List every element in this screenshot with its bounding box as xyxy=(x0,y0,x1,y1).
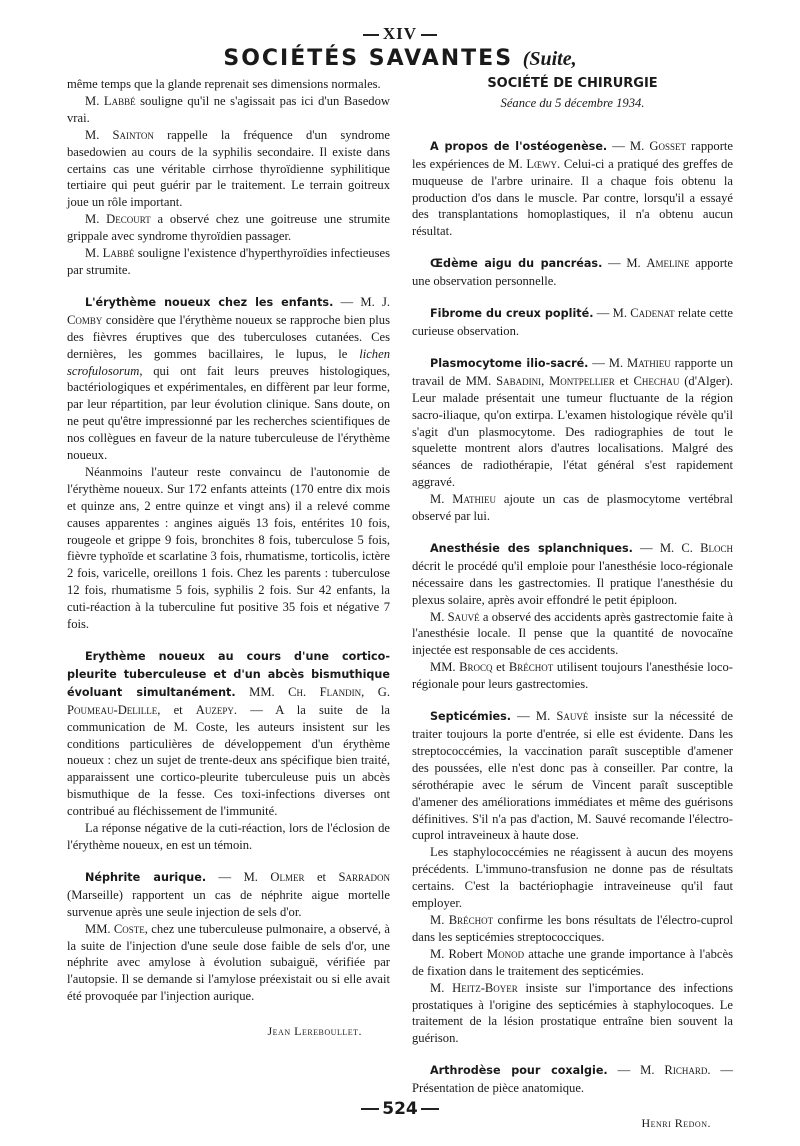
section-erytheme-cortico-pleurite: Erythème noueux au cours d'une cortico-pleurite tuberculeuse et d'un abcès bismuthique évoluant simultanément. MM. Ch. Flandin, G. Poumeau-Delille, et Auzepy. — A la suite de la communication de M. Coste, les auteurs insistent sur les conditions particulières de développement d'un érythème noueux : chez un sujet de trente-deux ans spécifique bien traité, apparaissent une cortico-pleurite tuberculeuse puis un abcès bismuthique de la fesse. Ces toxi-infections diverses ont contribué au fléchissement de l'immunité. xyxy=(67,650,390,819)
section-heading: Œdème aigu du pancréas. xyxy=(430,257,603,271)
signature-right: Henri Redon. xyxy=(641,1116,711,1131)
folio-dash-left xyxy=(363,34,379,36)
section-heading: Anesthésie des splanchniques. xyxy=(430,541,633,555)
paragraph: M. Mathieu ajoute un cas de plasmocytome vertébral observé par lui. xyxy=(412,492,733,524)
left-column xyxy=(67,76,390,1040)
paragraph: M. Decourt a observé chez une goitreuse une strumite grippale avec syndrome thyroïdien passager. xyxy=(67,212,390,244)
section-osteogenese: A propos de l'ostéogenèse. — M. Gosset rapporte les expériences de M. Lœwy. Celui-ci a pratiqué des greffes de muqueuse de l'arbre urinaire. Il a chaque fois obtenu la production d'os dans le muscle. Par contre, lorsqu'il a essayé des transplantations homoplastiques, il n'a obtenu aucun résultat. xyxy=(412,138,734,239)
author-name: Sarradon xyxy=(338,869,391,884)
author-name: Sabadini xyxy=(496,373,542,388)
author-name: Comby xyxy=(67,312,103,327)
paragraph: M. Heitz-Boyer insiste sur l'importance des infections prostatiques à l'origine des septicémies à staphylocoques. Le traitement de la lésion prostatique entraîne bien souvent la guérison. xyxy=(412,980,734,1046)
author-name: Bréchot xyxy=(508,660,554,675)
paragraph: M. Labbé souligne l'existence d'hyperthyroïdies infectieuses par strumite. xyxy=(67,246,390,277)
section-heading: A propos de l'ostéogenèse. xyxy=(430,139,608,153)
signature-left: Jean Lereboullet. xyxy=(267,1024,362,1039)
page-number-dash-left xyxy=(361,1108,379,1110)
paragraph: MM. Coste, chez une tuberculeuse pulmonaire, a observé, à la suite de l'injection d'une seule dose faible de sels d'or, une néphrite avec amylose à évolution subaiguë, vérifiée par l'autopsie. Il se demande si l'amylose préexistait ou si elle avait été provoquée par l'injection aurique. xyxy=(67,921,390,1004)
section-heading: Plasmocytome ilio-sacré. xyxy=(430,356,589,370)
header-folio xyxy=(0,24,800,44)
section-heading: L'érythème noueux chez les enfants. xyxy=(85,295,334,309)
paragraph: M. Labbé souligne qu'il ne s'agissait pas ici d'un Basedow vrai. xyxy=(67,93,390,125)
section-heading: Septicémies. xyxy=(430,710,512,724)
section-fibrome-poplite: Fibrome du creux poplité. — M. Cadenat relate cette curieuse observation. xyxy=(412,306,733,338)
page-title xyxy=(0,46,800,71)
paragraph: M. Sauvé a observé des accidents après gastrectomie faite à l'anesthésie locale. Il pense que la quantité de novocaïne injectée est responsable de ces accidents. xyxy=(412,609,733,658)
author-name: Sauvé xyxy=(556,709,589,724)
author-name: Ch. Flandin xyxy=(288,684,362,699)
paragraph: M. Bréchot confirme les bons résultats de l'électro-cuprol dans les septicémies streptococciques. xyxy=(412,912,733,944)
author-name: Bréchot xyxy=(448,912,494,927)
section-plasmocytome: Plasmocytome ilio-sacré. — M. Mathieu rapporte un travail de MM. Sabadini, Montpellier et Chechau (d'Alger). Leur malade présentait une tumeur fluctuante de la région sacro-iliaque, qu'on extirpa. L'examen histologique révèle qu'il s'agit d'un plasmocytome. Des radiographies de tout le squelette montrent alors d'autres localisations. Malgré des séances de radiothérapie, l'état général s'est rapidement aggravé. xyxy=(412,355,734,490)
paragraph: Les staphylococcémies ne réagissent à aucun des moyens précédents. L'immuno-transfusion ne donne pas de résultats certains. C'est la bactériophagie intraveineuse qu'il faut employer. xyxy=(412,845,733,911)
author-name: Monod xyxy=(486,946,525,961)
author-name: Decourt xyxy=(106,212,151,227)
folio-dash-right xyxy=(421,34,437,36)
author-name: Cadenat xyxy=(630,306,675,321)
author-name: Labbé xyxy=(102,246,135,261)
section-septicemies: Septicémies. — M. Sauvé insiste sur la nécessité de traiter toujours la porte d'entrée, si elle est évidente. Dans les streptococcémies, la vaccination paraît susceptible d'amener des poussées, elle n'est donc pas à conseiller. Par contre, la sérothérapie avec le sérum de Vincent paraît susceptible d'amener des améliorations immédiates et même des guérisons définitives. S'il n'a pas d'action, M. Sauvé recomande l'électro-cuprol intraveineux à haute dose. xyxy=(412,709,733,843)
paragraph: MM. Brocq et Bréchot utilisent toujours l'anesthésie loco-régionale pour leurs gastrectomies. xyxy=(412,660,733,692)
section-oedeme-pancreas: Œdème aigu du pancréas. — M. Ameline apporte une observation personnelle. xyxy=(412,256,733,289)
section-heading: Néphrite aurique. xyxy=(85,870,207,884)
section-arthrodese: Arthrodèse pour coxalgie. — M. Richard. — Présentation de pièce anatomique. xyxy=(412,1063,734,1096)
author-name: Olmer xyxy=(270,869,305,884)
author-name: Sainton xyxy=(112,127,154,142)
author-name: Heitz-Boyer xyxy=(452,980,518,995)
author-name: Coste xyxy=(113,921,145,936)
page-number-dash-right xyxy=(421,1108,439,1110)
author-name: Labbé xyxy=(103,93,136,108)
section-nephrite-aurique: Néphrite aurique. — M. Olmer et Sarradon (Marseille) rapportent un cas de néphrite aigue mortelle survenue après une seule injection de sels d'or. xyxy=(67,869,391,919)
session-date: Séance du 5 décembre 1934. xyxy=(500,95,645,110)
author-name: Mathieu xyxy=(452,492,496,507)
author-name: Bloch xyxy=(700,540,733,555)
author-name: Brocq xyxy=(459,660,493,675)
section-heading: Fibrome du creux poplité. xyxy=(430,307,594,321)
page-title-suite: (Suite, xyxy=(522,48,577,70)
paragraph: M. Robert Monod attache une grande importance à l'abcès de fixation dans le traitement des septicémies. xyxy=(412,946,734,978)
author-name: Mathieu xyxy=(627,355,671,370)
paragraph: M. Sainton rappelle la fréquence d'un syndrome basedowien au cours de la syphilis secondaire. Il existe dans certains cas une véritable cirrhose thyroïdienne syphilitique tertiaire qui peut guérir par le traitement. Le terrain goitreux joue un rôle important. xyxy=(67,127,390,210)
author-name: Sauvé xyxy=(447,609,480,624)
author-name: Ameline xyxy=(646,256,690,271)
page-title-text: SOCIÉTÉS SAVANTES xyxy=(223,46,514,71)
right-column xyxy=(412,76,733,1132)
paragraph: même temps que la glande reprenait ses dimensions normales. xyxy=(67,77,381,91)
folio-number: XIV xyxy=(382,24,418,43)
section-heading: Arthrodèse pour coxalgie. xyxy=(430,1064,608,1078)
section-heading: Erythème noueux au cours d'une cortico-pleurite tuberculeuse et d'un abcès bismuthique évoluant simultanément. xyxy=(67,650,390,699)
section-erytheme-enfants: L'érythème noueux chez les enfants. — M. J. Comby considère que l'érythème noueux se rapproche bien plus des fièvres éruptives que des tuberculoses cutanées. Ces dernières, les gommes bacillaires, le lupus, le lichen scrofulosorum, qui ont fait leurs preuves histologiques, bactériologiques et expérimentales, en diffèrent par leur forme, par leur répartition, par leur évolution clinique. Sans doute, on ne peut qu'être impressionné par les recherches scientifiques de nos collègues en faveur de la nature tuberculeuse de l'érythème noueux. xyxy=(67,294,391,463)
author-name: Lœwy xyxy=(526,156,558,171)
paragraph: Néanmoins l'auteur reste convaincu de l'autonomie de l'érythème noueux. Sur 172 enfants atteints (170 entre dix mois et quinze ans, 2 entre quinze et vingt ans) il a relevé comme causes apparentes : angines aiguës 13 fois, entérites 10 fois, rougeole et grippe 9 fois, bronchites 8 fois, tuberculose 5 fois, fièvre typhoïde et scarlatine 3 fois, rhumatisme, torticolis, ictère 2 fois, varicelle, oreillons 1 fois. Chez les parents : tuberculose 12 fois, rhumatisme 5 fois, syphilis 2 fois. Sur 42 enfants, la cuti-réaction à la tuberculine fut positive 35 fois et négative 7 fois. xyxy=(67,464,390,632)
section-anesthesie-splanchniques: Anesthésie des splanchniques. — M. C. Bloch décrit le procédé qu'il emploie pour l'anesthésie loco-régionale nécessaire dans les gastrectomies. Il pratique l'anesthésie du plexus solaire, après avoir effondré le petit épiploon. xyxy=(412,540,733,607)
author-name: G. Poumeau-Delille xyxy=(67,684,390,717)
page-number-value: 524 xyxy=(382,1099,418,1119)
page-number xyxy=(0,1099,800,1119)
author-name: Richard xyxy=(664,1063,708,1078)
author-name: Gosset xyxy=(649,138,686,153)
society-title: SOCIÉTÉ DE CHIRURGIE xyxy=(487,76,658,91)
author-name: Auzepy xyxy=(195,702,234,717)
author-name: Chechau xyxy=(633,373,680,388)
paragraph: La réponse négative de la cuti-réaction, lors de l'éclosion de l'érythème noueux, en est un témoin. xyxy=(67,821,390,852)
author-name: Montpellier xyxy=(549,373,615,388)
